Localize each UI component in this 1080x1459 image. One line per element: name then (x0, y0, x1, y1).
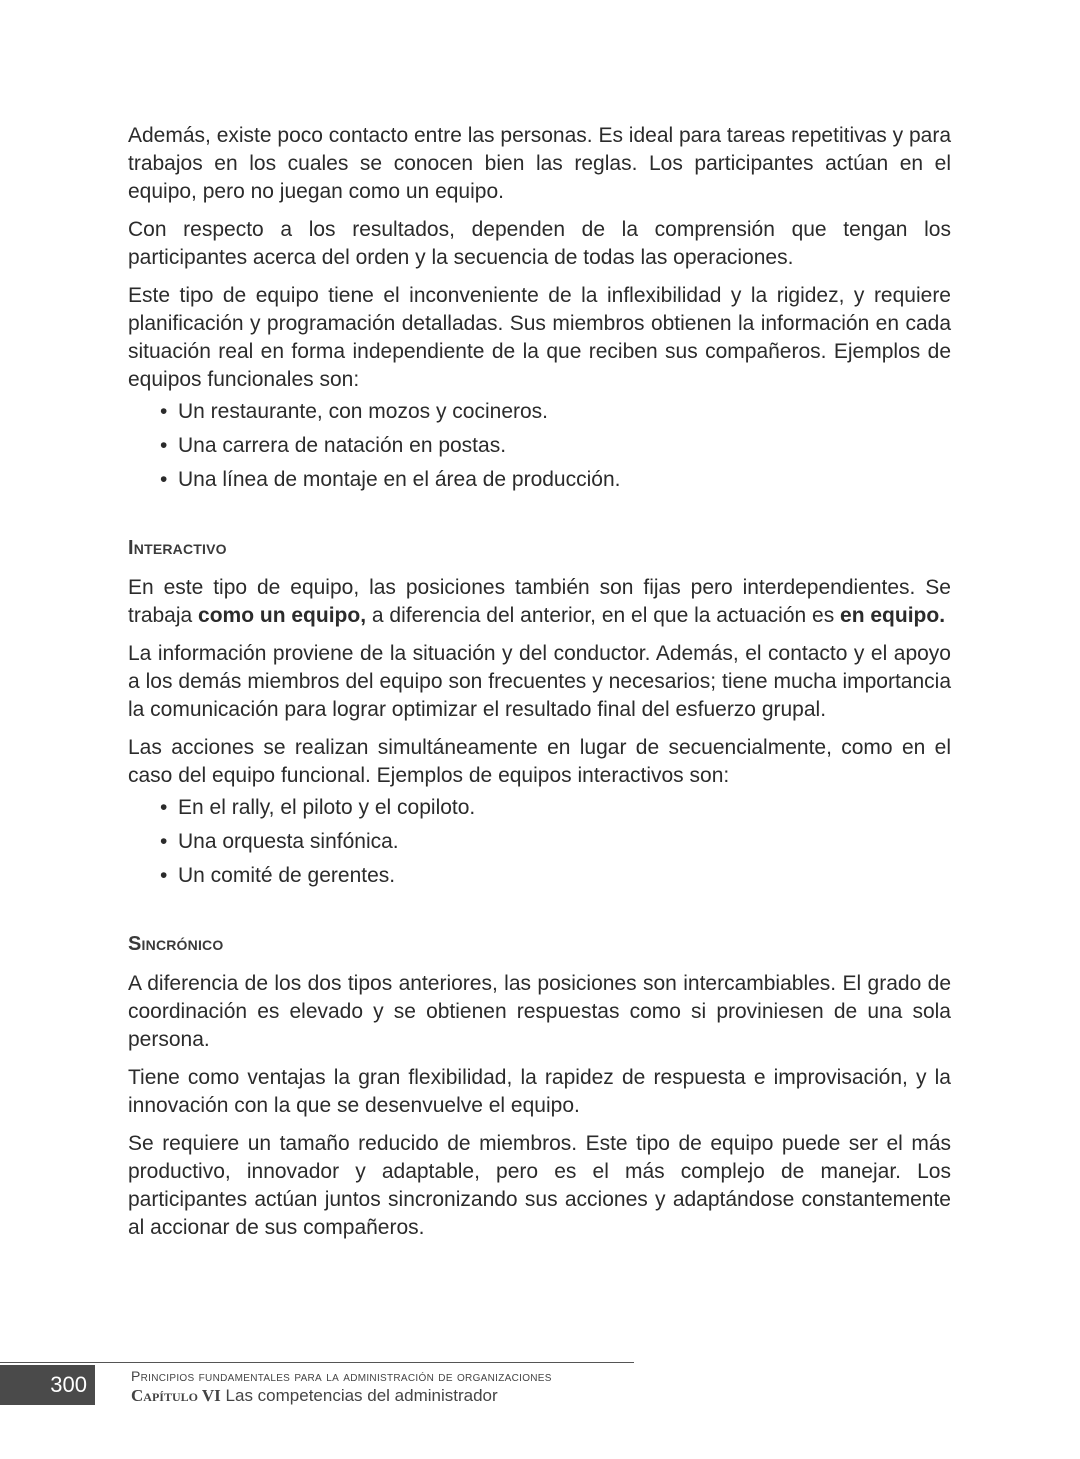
paragraph: Las acciones se realizan simultáneamente en lugar de secuencialmente, como en el caso del equipo funcional. Ejemplos de equipos interactivos son: (128, 736, 951, 787)
paragraph: Este tipo de equipo tiene el inconveniente de la inflexibilidad y la rigidez, y requiere planificación y programación detalladas. Sus miembros obtienen la información en cada situación real en forma independiente de la que reciben sus compañeros. Ejemplos de equipos funcionales son: (128, 284, 951, 391)
paragraph: A diferencia de los dos tipos anteriores, las posiciones son intercambiables. El grado de coordinación es elevado y se obtienen respuestas como si proviniesen de una sola persona. (128, 972, 951, 1051)
section-heading-sincronico: Sincrónico (128, 933, 224, 955)
bullet-icon: • (160, 468, 168, 491)
list-item: • Un comité de gerentes. (160, 862, 951, 890)
list-item: • Una carrera de natación en postas. (160, 432, 951, 460)
paragraph: En este tipo de equipo, las posiciones también son fijas pero interdependientes. Se trabaja como un equipo, a diferencia del anterior, en el que la actuación es en equipo. (128, 576, 951, 627)
bullet-icon: • (160, 796, 168, 819)
functional-examples-list (128, 398, 951, 494)
paragraph: Con respecto a los resultados, dependen de la comprensión que tengan los participantes acerca del orden y la secuencia de todas las operaciones. (128, 218, 951, 269)
paragraph: Tiene como ventajas la gran flexibilidad, la rapidez de respuesta e improvisación, y la innovación con la que se desenvuelve el equipo. (128, 1066, 951, 1117)
page-number: 300 (50, 1372, 87, 1397)
bullet-icon: • (160, 830, 168, 853)
paragraph: Se requiere un tamaño reducido de miembros. Este tipo de equipo puede ser el más productivo, innovador y adaptable, pero es el más complejo de manejar. Los participantes actúan juntos sincronizando sus acciones y adaptándose constantemente al accionar de sus compañeros. (128, 1132, 951, 1239)
footer-divider (0, 1362, 634, 1363)
paragraph: La información proviene de la situación y del conductor. Además, el contacto y el apoyo a los demás miembros del equipo son frecuentes y necesarios; tiene mucha importancia la comunicación para lograr optimizar el resultado final del esfuerzo grupal. (128, 642, 951, 721)
footer-book-title: Principios fundamentales para la administración de organizaciones (131, 1368, 552, 1384)
chapter-title: Las competencias del administrador (225, 1386, 498, 1405)
bullet-icon: • (160, 434, 168, 457)
bullet-icon: • (160, 400, 168, 423)
list-item: • Una línea de montaje en el área de producción. (160, 466, 951, 494)
interactive-examples-list (128, 794, 951, 890)
page-number-box (0, 1365, 95, 1405)
section-heading-interactivo: Interactivo (128, 537, 227, 559)
chapter-label: Capítulo VI (131, 1386, 221, 1405)
paragraph: Además, existe poco contacto entre las personas. Es ideal para tareas repetitivas y para trabajos en los cuales se conocen bien las reglas. Los participantes actúan en el equipo, pero no juegan como un equipo. (128, 124, 951, 203)
list-item: • En el rally, el piloto y el copiloto. (160, 794, 951, 822)
bullet-icon: • (160, 864, 168, 887)
list-item: • Un restaurante, con mozos y cocineros. (160, 398, 951, 426)
footer-chapter (131, 1386, 498, 1406)
page-content (128, 122, 951, 1252)
list-item: • Una orquesta sinfónica. (160, 828, 951, 856)
